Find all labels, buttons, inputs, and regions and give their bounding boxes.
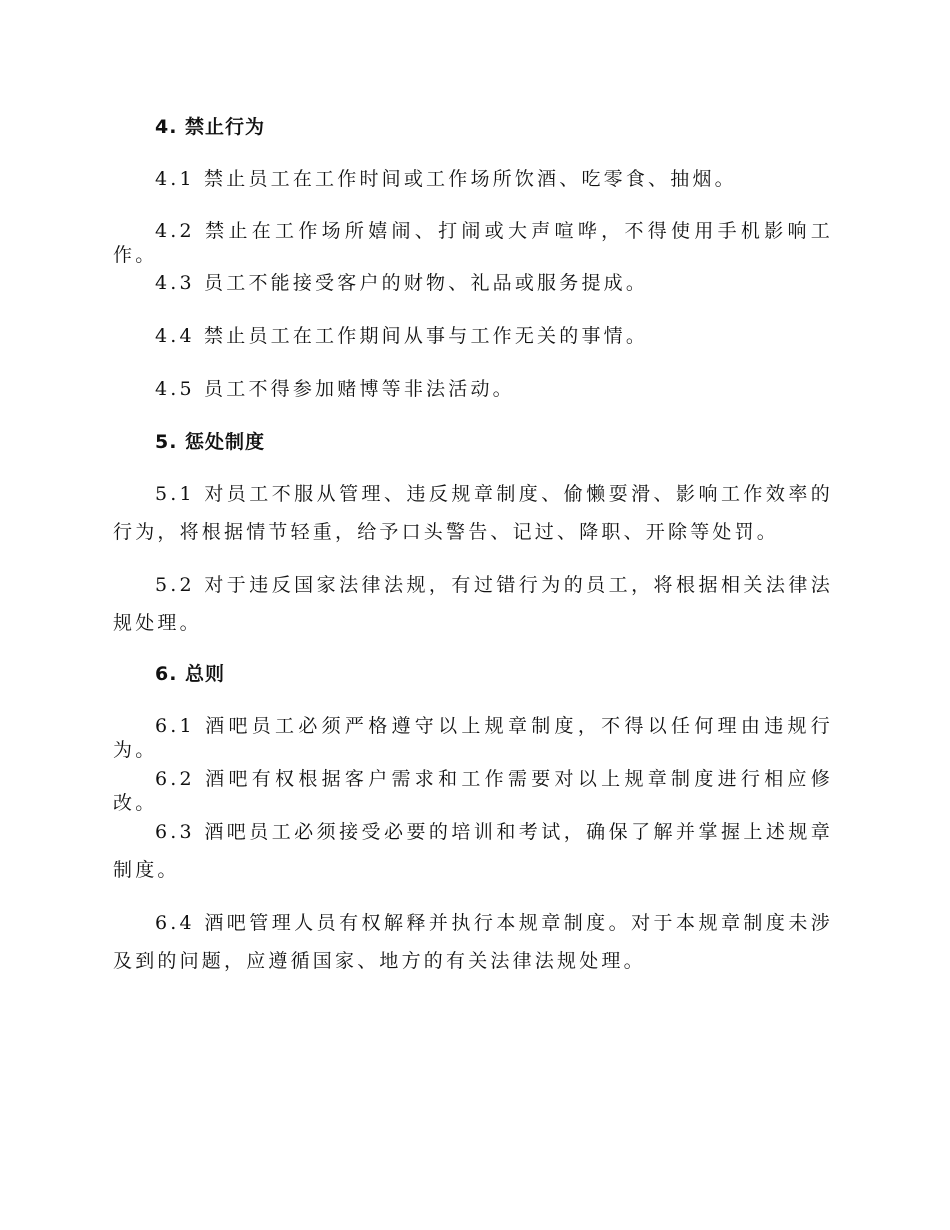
section-heading-4: 4. 禁止行为 xyxy=(155,116,266,138)
clause-4-3: 4.3 员工不能接受客户的财物、礼品或服务提成。 xyxy=(155,272,649,294)
clause-4-5: 4.5 员工不得参加赌博等非法活动。 xyxy=(155,378,515,400)
clause-5-1: 5.1 对员工不服从管理、违反规章制度、偷懒耍滑、影响工作效率的行为，将根据情节轻重，给予口头警告、记过、降职、开除等处罚。 xyxy=(113,483,833,543)
clause-6-2: 6.2 酒吧有权根据客户需求和工作需要对以上规章制度进行相应修改。 xyxy=(113,768,833,814)
section-heading-6: 6. 总则 xyxy=(155,663,226,685)
clause-6-3: 6.3 酒吧员工必须接受必要的培训和考试，确保了解并掌握上述规章制度。 xyxy=(113,821,833,881)
clause-6-4: 6.4 酒吧管理人员有权解释并执行本规章制度。对于本规章制度未涉及到的问题，应遵循国家、地方的有关法律法规处理。 xyxy=(113,912,833,972)
clause-6-1: 6.1 酒吧员工必须严格遵守以上规章制度，不得以任何理由违规行为。 xyxy=(113,715,833,761)
section-heading-5: 5. 惩处制度 xyxy=(155,431,266,453)
clause-4-4: 4.4 禁止员工在工作期间从事与工作无关的事情。 xyxy=(155,325,649,347)
clause-4-1: 4.1 禁止员工在工作时间或工作场所饮酒、吃零食、抽烟。 xyxy=(155,168,737,190)
clause-5-2: 5.2 对于违反国家法律法规，有过错行为的员工，将根据相关法律法规处理。 xyxy=(113,574,833,634)
clause-4-2: 4.2 禁止在工作场所嬉闹、打闹或大声喧哗，不得使用手机影响工作。 xyxy=(113,220,833,266)
